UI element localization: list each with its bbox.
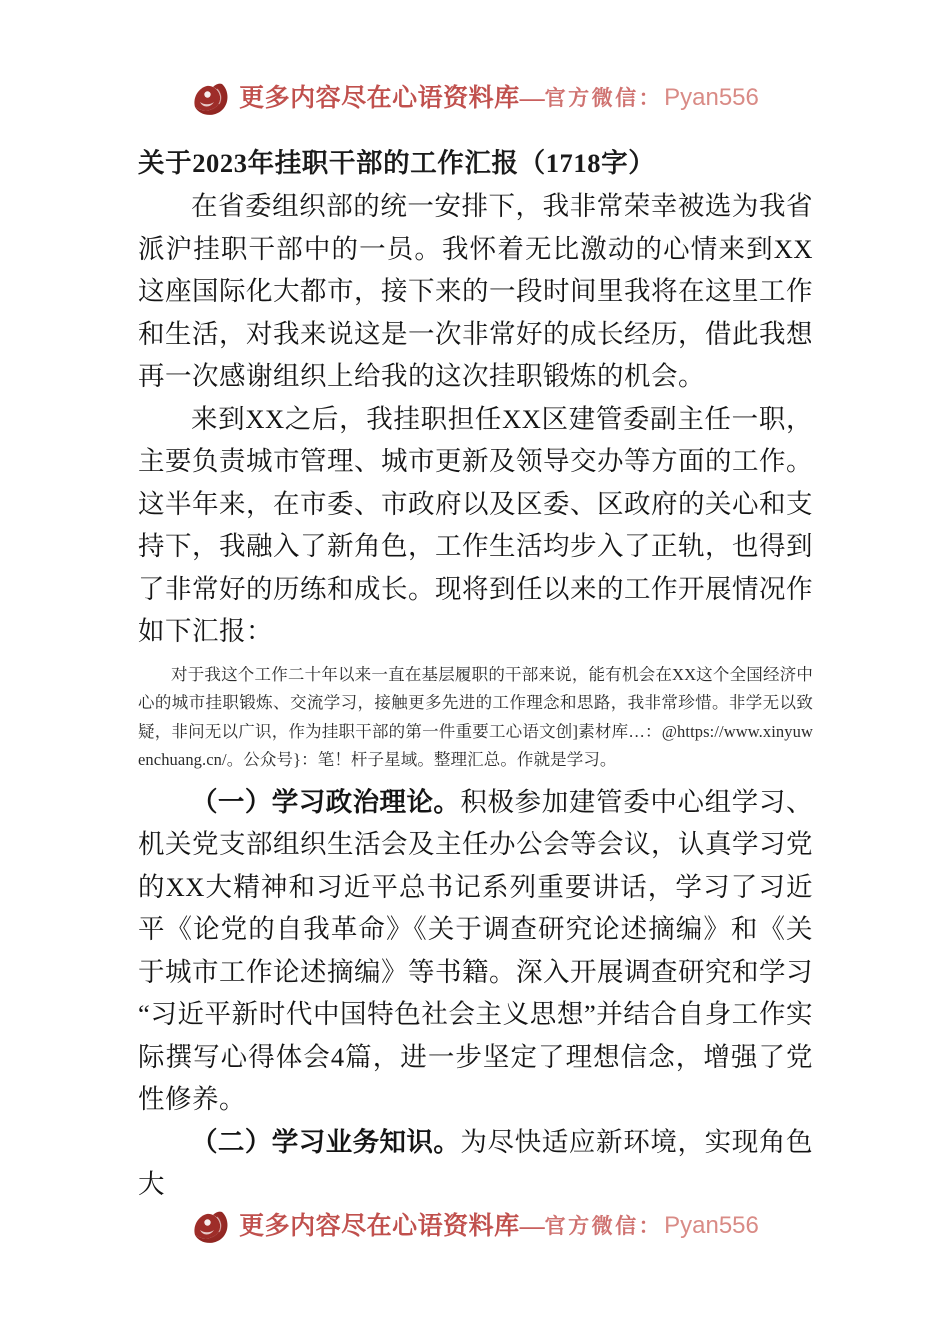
watermark-dash: — (519, 84, 545, 112)
section-2-heading: （二）学习业务知识。 (191, 1126, 461, 1157)
watermark-main-text: 更多内容尽在心语资料库 (239, 1212, 520, 1240)
header-watermark (0, 78, 950, 118)
swirl-fish-logo-icon (191, 78, 231, 118)
section-1-heading: （一）学习政治理论。 (191, 786, 461, 817)
paragraph-section-2 (138, 1121, 813, 1206)
section-1-text: 积极参加建管委中心组学习、机关党支部组织生活会及主任办公会等会议，认真学习党的XX大精神和习近平总书记系列重要讲话，学习了习近平《论党的自我革命》《关于调查研究论述摘编》和《关于城市工作论述摘编》等书籍。深入开展调查研究和学习“习近平新时代中国特色社会主义思想”并结合自身工作实际撰写心得体会4篇，进一步坚定了理想信念，增强了党性修养。 (138, 786, 814, 1114)
page-title: 关于2023年挂职干部的工作汇报（1718字） (138, 148, 656, 178)
watermark-dash: — (519, 1212, 545, 1240)
paragraph-section-1 (138, 781, 813, 1121)
paragraph-fine-note: 对于我这个工作二十年以来一直在基层履职的干部来说，能有机会在XX这个全国经济中心的城市挂职锻炼、交流学习，接触更多先进的工作理念和思路，我非常珍惜。非学无以致疑，非问无以广识，作为挂职干部的第一件重要工心语文创]素材库…：@https://www.xinyuwenchuang.cn/。公众号}：笔！杆子星域。整理汇总。作就是学习。 (138, 664, 813, 769)
swirl-fish-logo-icon (191, 1206, 231, 1246)
watermark-main-text: 更多内容尽在心语资料库 (239, 84, 520, 112)
footer-watermark (0, 1206, 950, 1246)
paragraph-intro: 在省委组织部的统一安排下，我非常荣幸被选为我省派沪挂职干部中的一员。我怀着无比激动的心情来到XX这座国际化大都市，接下来的一段时间里我将在这里工作和生活，对我来说这是一次非常好的成长经历，借此我想再一次感谢组织上给我的这次挂职锻炼的机会。 (138, 191, 813, 391)
document-body (138, 142, 813, 1206)
watermark-wechat-label: 官方微信： (544, 85, 663, 110)
watermark-wechat-label: 官方微信： (544, 1213, 663, 1238)
watermark-wechat-id: Pyan556 (664, 1212, 759, 1239)
section-2-text: 为尽快适应新环境，实现角色大 (138, 1126, 814, 1199)
watermark-wechat-id: Pyan556 (664, 84, 759, 111)
paragraph-role: 来到XX之后，我挂职担任XX区建管委副主任一职，主要负责城市管理、城市更新及领导交办等方面的工作。这半年来，在市委、市政府以及区委、区政府的关心和支持下，我融入了新角色，工作生活均步入了正轨，也得到了非常好的历练和成长。现将到任以来的工作开展情况作如下汇报： (138, 403, 813, 646)
